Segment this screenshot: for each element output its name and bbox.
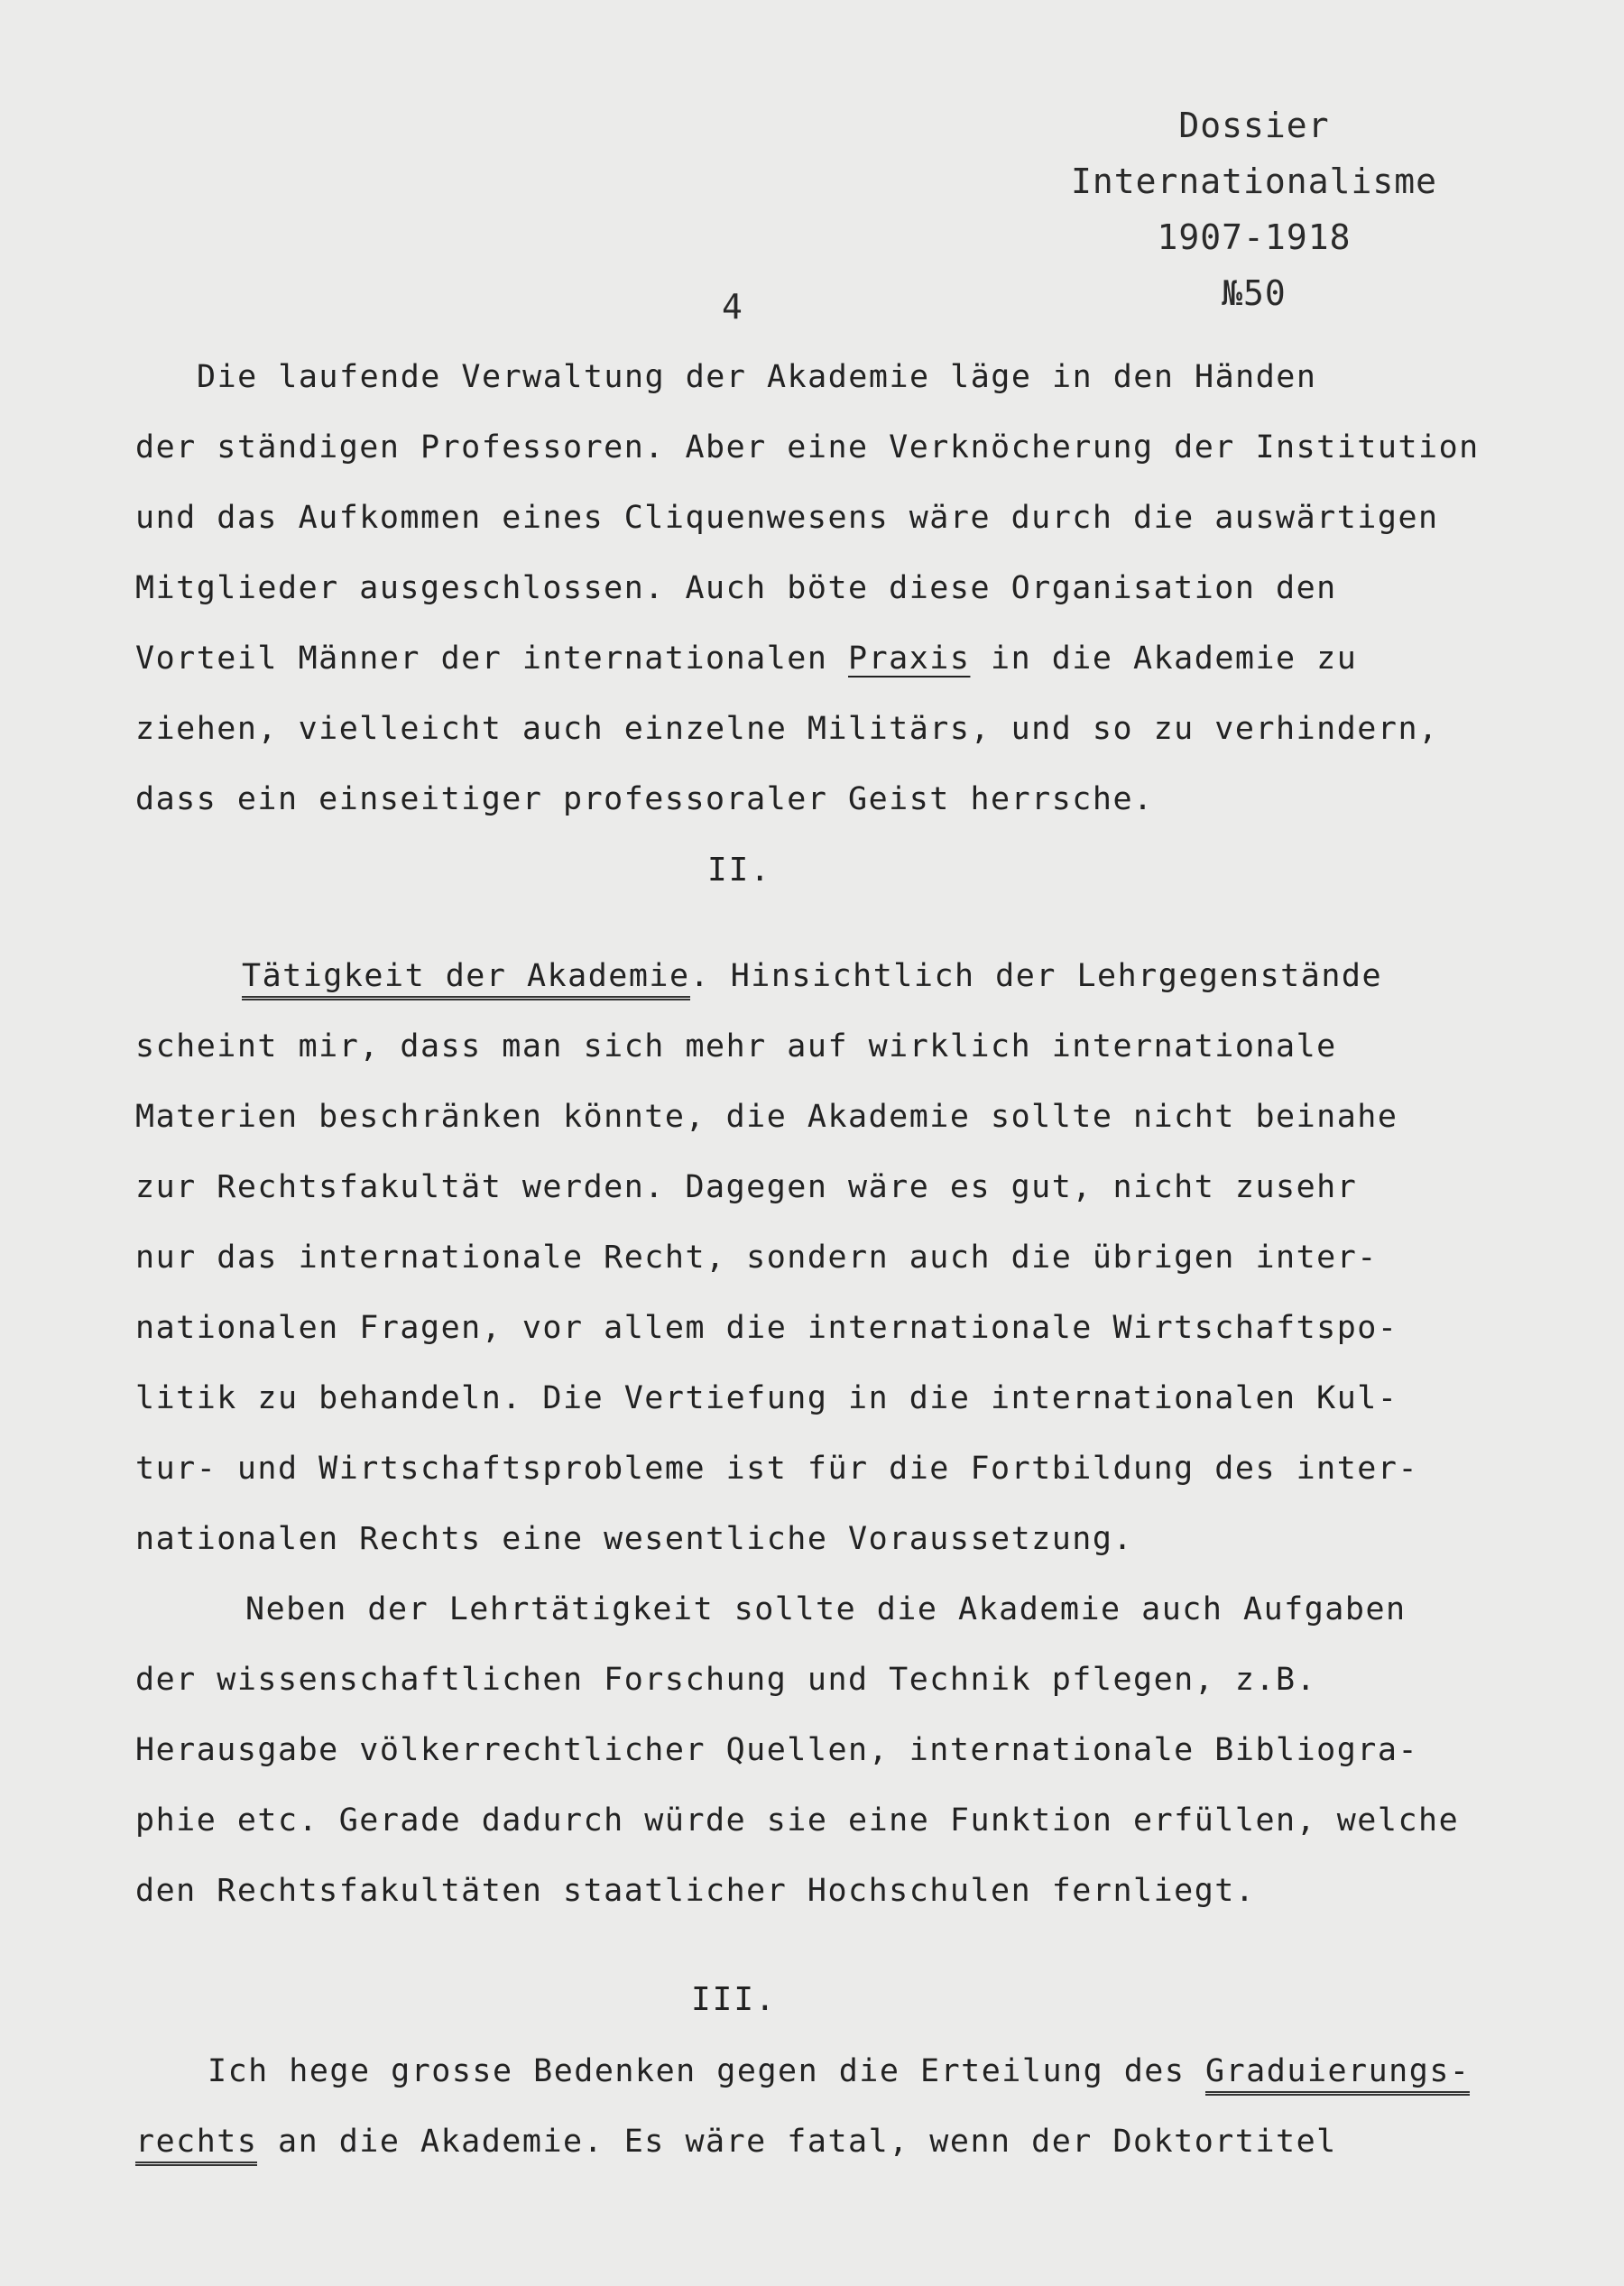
text-segment: . Hinsichtlich der Lehrgegenstände xyxy=(689,958,1383,994)
stamp-collection: Internationalisme xyxy=(1071,161,1437,201)
text-segment: an die Akademie. Es wäre fatal, wenn der Doktortitel xyxy=(257,2124,1337,2160)
text-line: scheint mir, dass man sich mehr auf wirklich internationale xyxy=(135,1028,1337,1065)
text-line xyxy=(135,2124,1337,2160)
text-line: nur das internationale Recht, sondern auch die übrigen inter- xyxy=(135,1240,1378,1276)
archive-stamp xyxy=(1047,97,1462,321)
text-line: Herausgabe völkerrechtlicher Quellen, internationale Bibliogra- xyxy=(135,1732,1419,1768)
text-line: zur Rechtsfakultät werden. Dagegen wäre es gut, nicht zusehr xyxy=(135,1169,1358,1205)
text-line: Die laufende Verwaltung der Akademie läge in den Händen xyxy=(197,359,1317,395)
text-line: tur- und Wirtschaftsprobleme ist für die Fortbildung des inter- xyxy=(135,1451,1419,1487)
section-title: Tätigkeit der Akademie xyxy=(242,958,690,1000)
underlined-word: rechts xyxy=(135,2124,257,2166)
text-line: Materien beschränken könnte, die Akademie sollte nicht beinahe xyxy=(135,1099,1398,1135)
text-line: den Rechtsfakultäten staatlicher Hochschulen fernliegt. xyxy=(135,1873,1256,1909)
underlined-word: Graduierungs- xyxy=(1205,2053,1470,2096)
text-segment: Vorteil Männer der internationalen xyxy=(135,641,849,677)
text-segment: in die Akademie zu xyxy=(970,641,1358,677)
text-line xyxy=(208,2053,1470,2089)
stamp-number: №50 xyxy=(1222,273,1287,313)
section-heading-3: III. xyxy=(691,1981,777,2018)
text-line xyxy=(135,641,1357,677)
text-line: der wissenschaftlichen Forschung und Technik pflegen, z.B. xyxy=(135,1662,1317,1698)
text-line: und das Aufkommen eines Cliquenwesens wäre durch die auswärtigen xyxy=(135,500,1439,536)
stamp-dossier: Dossier xyxy=(1178,106,1330,145)
text-line: der ständigen Professoren. Aber eine Verknöcherung der Institution xyxy=(135,429,1480,465)
text-line: Mitglieder ausgeschlossen. Auch böte diese Organisation den xyxy=(135,570,1337,606)
text-line: Neben der Lehrtätigkeit sollte die Akademie auch Aufgaben xyxy=(245,1591,1407,1627)
section-heading-2: II. xyxy=(707,852,772,889)
text-segment: Ich hege grosse Bedenken gegen die Erteilung des xyxy=(208,2053,1206,2089)
text-line: ziehen, vielleicht auch einzelne Militärs, und so zu verhindern, xyxy=(135,711,1439,747)
text-line: litik zu behandeln. Die Vertiefung in die internationalen Kul- xyxy=(135,1380,1398,1416)
stamp-years: 1907-1918 xyxy=(1157,217,1352,257)
text-line: nationalen Rechts eine wesentliche Voraussetzung. xyxy=(135,1521,1134,1557)
text-line: nationalen Fragen, vor allem die internationale Wirtschaftspo- xyxy=(135,1310,1398,1346)
underlined-word: Praxis xyxy=(848,641,971,677)
text-line: phie etc. Gerade dadurch würde sie eine Funktion erfüllen, welche xyxy=(135,1802,1460,1839)
page-number: 4 xyxy=(722,287,743,327)
text-line xyxy=(242,958,1382,994)
text-line: dass ein einseitiger professoraler Geist herrsche. xyxy=(135,781,1154,817)
